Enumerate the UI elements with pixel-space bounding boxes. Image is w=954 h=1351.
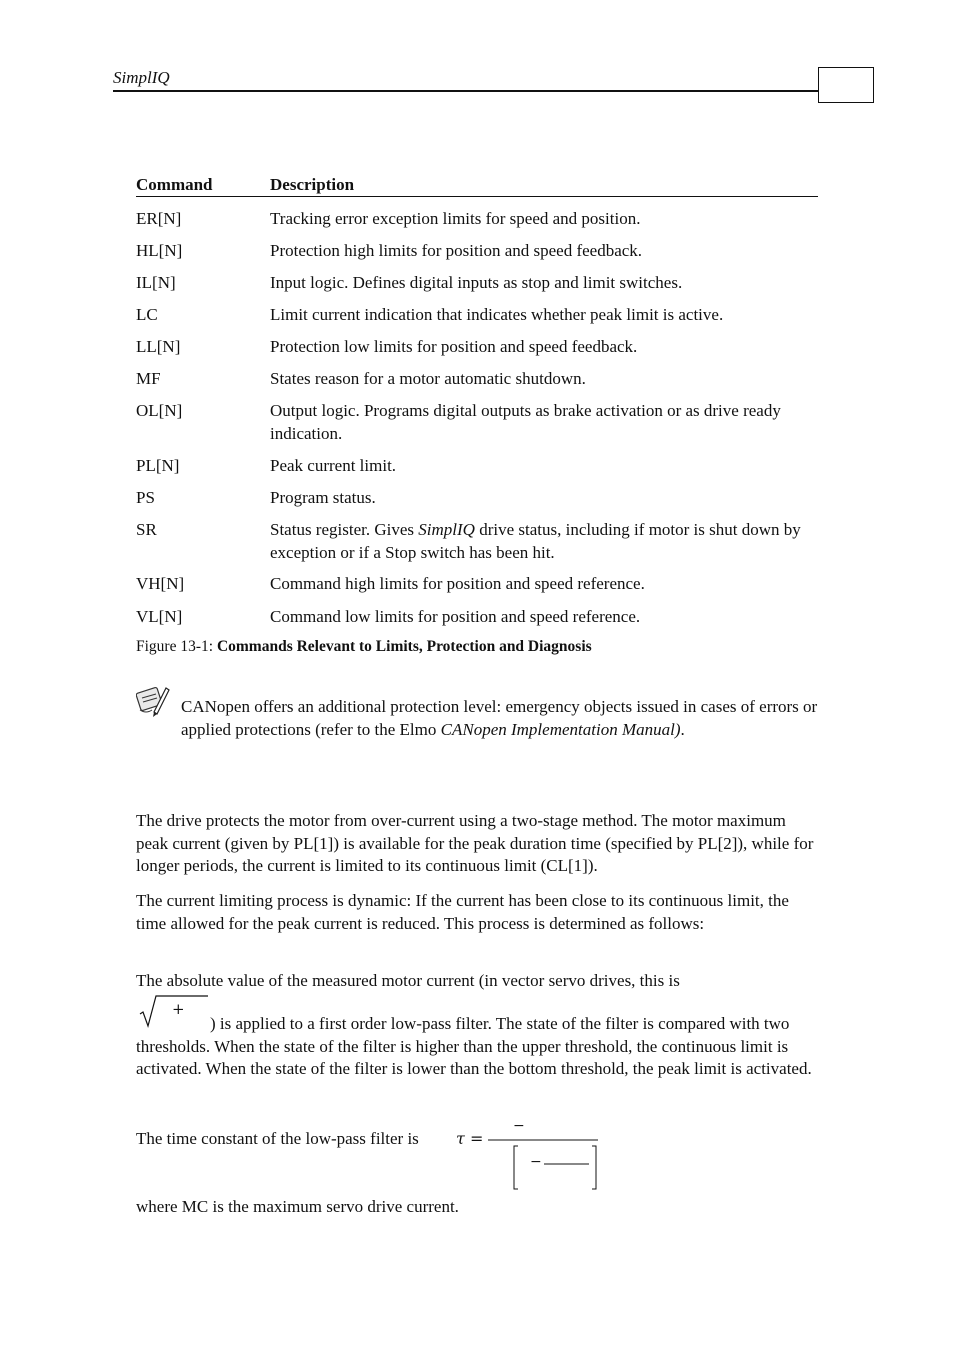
formula-minus-top: − (513, 1118, 525, 1134)
command-cell: LL[N] (136, 337, 181, 356)
sqrt-plus-sign: + (172, 1000, 185, 1018)
description-cell: Peak current limit. (270, 456, 397, 475)
header-title: SimplIQ (113, 68, 170, 87)
description-cell: States reason for a motor automatic shutdown. (270, 369, 586, 388)
tau-symbol: τ = (456, 1129, 484, 1148)
description-cell: Output logic. Programs digital outputs as brake activation or as drive ready indication. (270, 401, 781, 443)
column-header-command: Command (136, 175, 213, 194)
description-cell: Limit current indication that indicates whether peak limit is active. (270, 305, 724, 324)
note-end: . (680, 719, 685, 739)
command-cell: PL[N] (136, 456, 180, 475)
description-text: drive status, including if motor is shut down by exception or if a Stop switch has been hit. (270, 520, 801, 562)
note-body: CANopen offers an additional protection level: emergency objects issued in cases of errors or applied protections (refer to the Elmo (181, 697, 818, 739)
paragraph-overcurrent: The drive protects the motor from over-current using a two-stage method. The motor maximum peak current (given by PL[1]) is available for the peak duration time (specified by PL[2]), while for longer periods, the current is limited to its continuous limit (CL[1]). (136, 811, 814, 875)
command-cell: ER[N] (136, 209, 182, 228)
command-cell: VL[N] (136, 607, 183, 626)
description-cell (270, 518, 818, 564)
command-cell: VH[N] (136, 574, 185, 593)
command-cell: MF (136, 369, 161, 388)
description-cell: Protection high limits for position and speed feedback. (270, 241, 643, 260)
description-cell: Program status. (270, 488, 376, 507)
command-cell: HL[N] (136, 241, 183, 260)
note-icon (136, 684, 170, 718)
paragraph-first-line: The absolute value of the measured motor current (in vector servo drives, this is (136, 971, 680, 990)
table-header (136, 175, 818, 197)
paragraph-low-pass-filter (136, 970, 818, 993)
description-cell: Input logic. Defines digital inputs as stop and limit switches. (270, 273, 683, 292)
command-cell: LC (136, 305, 158, 324)
description-cell: Command high limits for position and speed reference. (270, 574, 645, 593)
caption-title: Commands Relevant to Limits, Protection and Diagnosis (216, 638, 592, 655)
command-cell: SR (136, 520, 157, 539)
command-cell: IL[N] (136, 273, 176, 292)
figure-caption (136, 638, 592, 656)
manual-title: CANopen Implementation Manual) (440, 719, 681, 739)
header-rule (113, 90, 818, 92)
paragraph-filter-rest: ) is applied to a first order low-pass filter. The state of the filter is compared with two thresholds. When the state of the filter is higher than the upper threshold, the continuous limit is activated. When the state of the filter is lower than the bottom threshold, the peak limit is activated. (136, 1014, 812, 1078)
description-cell: Protection low limits for position and speed feedback. (270, 337, 638, 356)
column-header-description: Description (270, 175, 355, 194)
note-text (181, 696, 821, 741)
description-cell: Tracking error exception limits for speed and position. (270, 209, 641, 228)
description-text: Status register. Gives (270, 520, 419, 539)
formula-minus-inner: − (530, 1154, 542, 1170)
command-cell: OL[N] (136, 401, 183, 420)
command-cell: PS (136, 488, 155, 507)
paragraph-mc-definition: where MC is the maximum servo drive current. (136, 1197, 459, 1216)
page-number-box (818, 67, 874, 103)
description-cell: Command low limits for position and speed reference. (270, 607, 641, 626)
paragraph-dynamic-limiting: The current limiting process is dynamic: If the current has been close to its continuous limit, the time allowed for the peak current is reduced. This process is determined as follows: (136, 891, 789, 933)
caption-prefix: Figure 13-1: (136, 638, 217, 655)
tau-formula (486, 1118, 602, 1194)
time-constant-text: The time constant of the low-pass filter is (136, 1129, 419, 1148)
product-name: SimplIQ (418, 520, 475, 539)
